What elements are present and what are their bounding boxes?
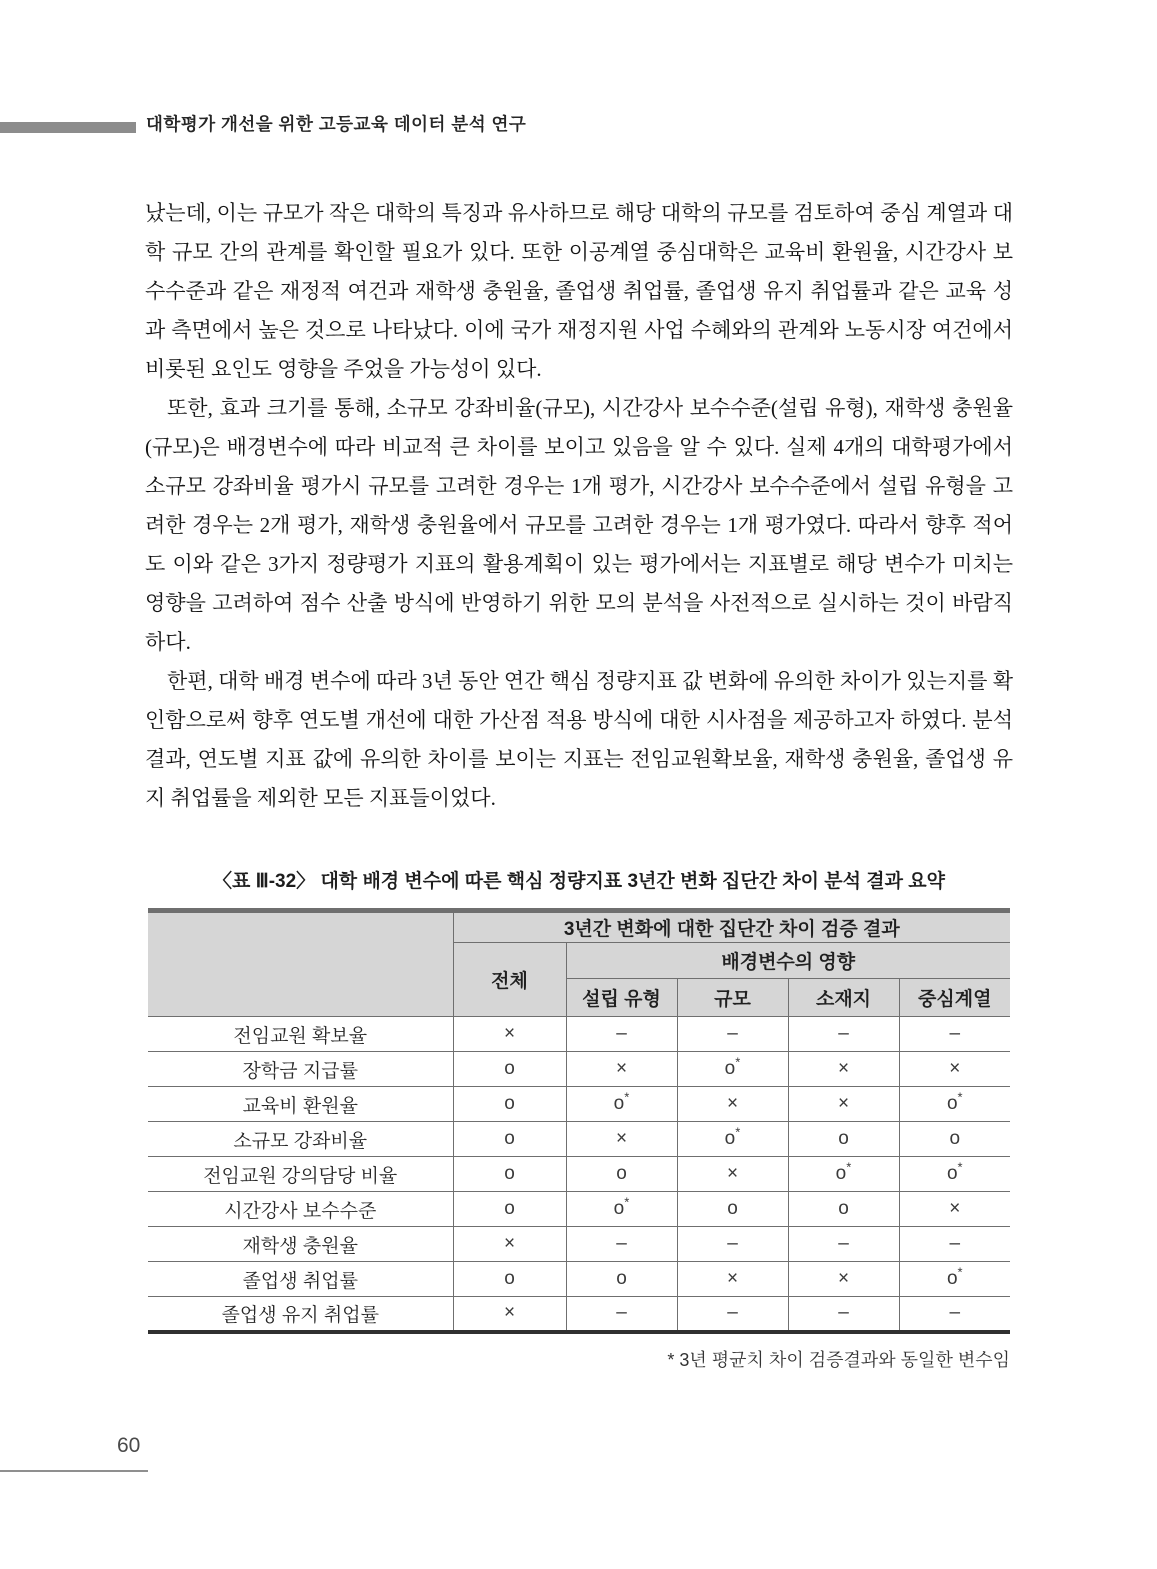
asterisk-marker: * [957,1089,963,1105]
result-cell: o [899,1122,1010,1157]
asterisk-marker: * [624,1194,630,1210]
table-row [148,1052,1010,1087]
result-cell: o* [566,1087,677,1122]
table-header-row [148,911,1010,943]
table-row [148,1122,1010,1157]
indicator-label: 졸업생 취업률 [148,1262,453,1297]
result-cell: o* [788,1157,899,1192]
indicator-label: 재학생 충원율 [148,1227,453,1262]
table-row [148,1262,1010,1297]
indicator-label: 시간강사 보수수준 [148,1192,453,1227]
result-cell: × [788,1052,899,1087]
result-cell: o* [677,1052,788,1087]
result-cell: – [899,1297,1010,1332]
result-cell: × [677,1262,788,1297]
table-body [148,1017,1010,1332]
result-cell: o [453,1087,566,1122]
indicator-label: 소규모 강좌비율 [148,1122,453,1157]
group-title-header: 3년간 변화에 대한 집단간 차이 검증 결과 [453,911,1010,943]
table-row [148,1087,1010,1122]
result-cell: – [566,1297,677,1332]
subcolumn-header-establishment-type: 설립 유형 [566,979,677,1017]
result-cell: × [788,1262,899,1297]
table-row [148,1227,1010,1262]
paragraph: 났는데, 이는 규모가 작은 대학의 특징과 유사하므로 해당 대학의 규모를 검토하여 중심 계열과 대학 규모 간의 관계를 확인할 필요가 있다. 또한 이공계열 중심대학은 교육비 환원율, 시간강사 보수수준과 같은 재정적 여건과 재학생 충원율, 졸업생 취업률, 졸업생 유지 취업률과 같은 교육 성과 측면에서 높은 것으로 나타났다. 이에 국가 재정지원 사업 수혜와의 관계와 노동시장 여건에서 비롯된 요인도 영향을 주었을 가능성이 있다. [145,201,1013,381]
result-cell: o [788,1122,899,1157]
indicator-label: 전임교원 강의담당 비율 [148,1157,453,1192]
result-cell: × [453,1227,566,1262]
indicator-label: 전임교원 확보율 [148,1017,453,1052]
result-cell: × [899,1192,1010,1227]
subcolumn-header-core-field: 중심계열 [899,979,1010,1017]
subcolumn-header-location: 소재지 [788,979,899,1017]
result-cell: × [899,1052,1010,1087]
result-cell: o [453,1122,566,1157]
indicator-column-header [148,911,453,1017]
paragraph: 또한, 효과 크기를 통해, 소규모 강좌비율(규모), 시간강사 보수수준(설립 유형), 재학생 충원율(규모)은 배경변수에 따라 비교적 큰 차이를 보이고 있음을 알 수 있다. 실제 4개의 대학평가에서 소규모 강좌비율 평가시 규모를 고려한 경우는 1개 평가, 시간강사 보수수준에서 설립 유형을 고려한 경우는 2개 평가, 재학생 충원율에서 규모를 고려한 경우는 1개 평가였다. 따라서 향후 적어도 이와 같은 3가지 정량평가 지표의 활용계획이 있는 평가에서는 지표별로 해당 변수가 미치는 영향을 고려하여 점수 산출 방식에 반영하기 위한 모의 분석을 사전적으로 실시하는 것이 바람직하다. [145,396,1013,654]
table-row [148,1157,1010,1192]
table-row [148,1017,1010,1052]
asterisk-marker: * [846,1159,852,1175]
result-cell: – [566,1227,677,1262]
result-cell: o* [899,1157,1010,1192]
result-cell: o [453,1052,566,1087]
paragraph: 한편, 대학 배경 변수에 따라 3년 동안 연간 핵심 정량지표 값 변화에 유의한 차이가 있는지를 확인함으로써 향후 연도별 개선에 대한 가산점 적용 방식에 대한 시사점을 제공하고자 하였다. 분석 결과, 연도별 지표 값에 유의한 차이를 보이는 지표는 전임교원확보율, 재학생 충원율, 졸업생 유지 취업률을 제외한 모든 지표들이었다. [145,669,1013,810]
result-cell: – [788,1017,899,1052]
indicator-label: 장학금 지급률 [148,1052,453,1087]
asterisk-marker: * [735,1054,741,1070]
result-cell: o* [566,1192,677,1227]
table-footnote: * 3년 평균치 차이 검증결과와 동일한 변수임 [667,1350,1010,1370]
header-bar-decoration [0,122,136,133]
asterisk-marker: * [735,1124,741,1140]
asterisk-marker: * [624,1089,630,1105]
result-cell: o [453,1262,566,1297]
result-cell: – [788,1227,899,1262]
result-cell: × [788,1087,899,1122]
footer-rule-decoration [0,1470,148,1472]
result-cell: o [566,1262,677,1297]
result-cell: o* [899,1087,1010,1122]
result-cell: o [677,1192,788,1227]
result-cell: – [899,1227,1010,1262]
result-cell: – [788,1297,899,1332]
asterisk-marker: * [957,1264,963,1280]
total-column-header: 전체 [453,943,566,1017]
result-cell: × [566,1052,677,1087]
indicator-label: 교육비 환원율 [148,1087,453,1122]
result-cell: o* [677,1122,788,1157]
result-cell: × [677,1157,788,1192]
result-cell: o [566,1157,677,1192]
subcolumn-header-size: 규모 [677,979,788,1017]
result-cell: – [677,1297,788,1332]
result-cell: – [566,1017,677,1052]
asterisk-marker: * [957,1159,963,1175]
result-cell: × [566,1122,677,1157]
background-variable-group-header: 배경변수의 영향 [566,943,1010,979]
result-cell: × [677,1087,788,1122]
result-cell: o [453,1192,566,1227]
table-row [148,1297,1010,1332]
result-cell: × [453,1017,566,1052]
running-header-title: 대학평가 개선을 위한 고등교육 데이터 분석 연구 [146,114,527,134]
table-caption: 〈표 Ⅲ-32〉 대학 배경 변수에 따른 핵심 정량지표 3년간 변화 집단간 차이 분석 결과 요약 [212,871,945,892]
result-cell: – [677,1017,788,1052]
result-cell: – [899,1017,1010,1052]
result-cell: – [677,1227,788,1262]
result-cell: o [788,1192,899,1227]
result-cell: × [453,1297,566,1332]
indicator-label: 졸업생 유지 취업률 [148,1297,453,1332]
table-row [148,1192,1010,1227]
result-cell: o* [899,1262,1010,1297]
body-text-block [145,194,1013,818]
result-table [148,908,1010,1334]
page-number: 60 [117,1434,141,1457]
result-cell: o [453,1157,566,1192]
